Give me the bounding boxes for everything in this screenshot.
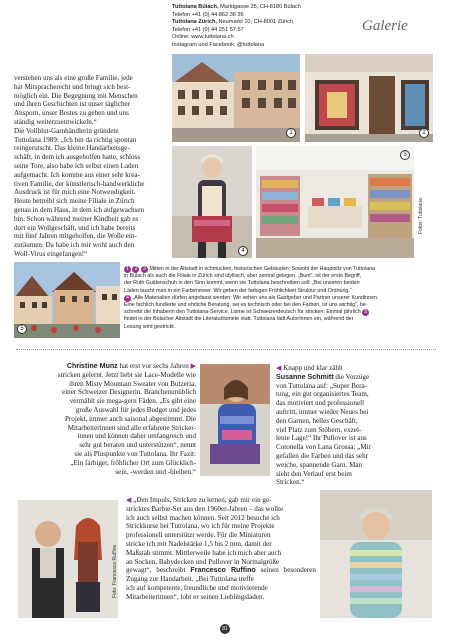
photo-credit-tuttolana: Fotos: Tuttolana [418,198,424,234]
munz-text [28,362,196,476]
caption-line: findet in der Bülacher Altstadt die Literaturlismete statt. Tuttolana lädt AutorInnen ein, während der [124,316,354,323]
bulach-phone: Telefon +41 (0) 44 862 36 36 [172,11,244,18]
text-line: an Socken, Babydecken und Pullover in Normalgröße [126,557,280,566]
triangle-right-icon: ▶ [190,362,196,370]
text-line: verstehen uns als eine große Familie, jede [14,74,133,82]
text-line: tiven Familie, der künstlerisch-handwerkliche [14,179,145,188]
munz-name: Christine Munz [66,362,118,370]
text-line: dort ein Wollgeschäft, und ich habe bereits [14,223,136,232]
caption-num-5: 5 [362,309,369,316]
text-line: Knapp und klar zählt [283,364,343,372]
social-handle: Instagram und Facebook: @tuttolana [172,41,265,48]
online-link[interactable]: Online: www.tuttolana.ch [172,34,234,41]
text-line: ihren Misty Mountain Sweater von Butzeria, [69,379,196,388]
text-line: einer Schweizer Designerin. Branchenunüblich [62,388,196,397]
text-line: aufgemacht. Ich komme aus einer sehr krea- [14,170,140,179]
text-line: auftritt, immer wieder Neues bei [276,407,369,416]
text-line: mit fünf Jahren mitgeholfen, die Wolle ein- [14,232,137,241]
text-line: professionell unterstützt werde. Für die Miniaturen [126,531,271,540]
text-line: Mitarbeiterinnen sind alle erfahrene Stricker- [67,423,196,432]
text-line: sieht den Verlauf erst beim [276,469,352,478]
text-line: gefallen die Farben und das sehr [276,451,368,460]
text-line: hat Mitspracherecht und bringt sich best- [14,82,131,91]
zurich-name: Tuttolana Zürich, [172,19,217,26]
text-line: genau in dem Haus, in dem ich aufgewachsen [14,205,145,214]
text-line: „Ein farbiger, fröhlicher Ort zum Glücklich- [70,458,196,467]
text-line: viel Platz zum Stöbern, exzel- [276,425,362,434]
text-line: von Tuttolana auf: „Super Bera- [276,381,368,390]
left-column-text [14,74,164,259]
text-line: möglich ein. Die Begegnung mit Menschen [14,91,138,100]
text-line: die Vorzüge [333,372,370,381]
caption-line: „Alle Materialien dürfen angefasst werden: Wir sehen uns als Gastgeber und Partner unserer Kundinnen. [132,294,379,301]
text-line: innen und können daher umfangreich und [77,432,196,441]
zurich-phone: Telefon +41 (0) 44 251 57 57 [172,26,244,33]
photo-susanne-schmitt [320,490,432,618]
photo-badge-1: 1 [286,128,296,138]
zurich-address: Neumarkt 10, CH-8001 Zürich [216,19,294,26]
section-divider [16,349,436,350]
text-line: weiche, spannende Garn. Man [276,460,363,469]
text-line: den Garnen, helles Geschäft, [276,416,358,425]
text-line: tung, ein gut organisiertes Team, [276,390,369,399]
schmitt-text [276,364,386,487]
text-line: sein, -werden und -bleiben.“ [115,467,196,476]
text-line: zuräumen. Da habe ich mir wohl auch den [14,241,135,250]
section-title: Galerie [362,18,408,34]
photo-literaturlismete [14,262,120,338]
caption-line: schreibt die Inhaberin den Tuttolana-Service. Lisme ist Schweizerdeutsch für stricken: Einmal jährlich [124,309,361,316]
caption-line: Lesung wird gestrickt. [124,323,176,330]
text-line: Tuttolana 1989: „Ich bin da richtig spontan [14,135,137,144]
text-line: Stricken.“ [276,478,305,487]
text-line: Ansporn, unser Bestes zu geben und uns [14,109,129,118]
text-line: lente Lage!“ Ihr Pullover ist aus [276,434,367,443]
triangle-left-icon: ◀ [126,496,132,504]
photo-badge-4: 4 [238,246,248,256]
text-line: sie als Pluspunkte von Tuttolana. Ihr Fazit: [74,449,196,458]
photo-badge-5: 5 [17,324,27,334]
text-line: und ihren Geschichten ist unser täglicher [14,100,131,109]
text-line: Strickkurse bei Tuttolana, wo ich für meine Projekte [126,522,275,531]
photo-francesco-ruffino [18,500,118,618]
text-line: reingerutscht. Das kleine Handarbeitsge- [14,144,130,153]
photo-badge-2: 2 [419,128,429,138]
text-line: seine Tore, also habe ich selbst einen Laden [14,161,139,170]
caption-num-4: 4 [124,295,131,302]
text-line: Cotonella von Lana Grossa: „Mir [276,443,371,452]
gallery-caption [124,266,438,331]
text-line: ständig weiterzuentwickeln.“ [14,117,97,126]
caption-line: der Ruth Guldenschuh in den Sinn kommt, wenn sie Tuttolana beschreiben soll: „Bei unseren beiden [124,280,360,287]
bulach-address: Marktgasse 25, CH-8180 Bülach [218,4,301,10]
text-line: Mitarbeiterinnen“, lobt er seinen Lieblingsladen. [126,592,265,601]
caption-num-1: 1 [124,266,131,273]
text-line: bin. Schon während meiner Kindheit gab es [14,214,139,223]
text-line: sehr gut beraten und unterstützen“, nennt [79,441,196,450]
caption-num-2: 2 [132,266,139,273]
photo-zurich-shopfront [305,54,433,142]
bulach-name: Tuttolana Bülach, [172,4,219,10]
photo-credit-ruffino: Foto: Francesco Ruffino [112,544,118,598]
text-line: Maßstab stimmt. Mittlerweile habe ich mich aber auch [126,548,282,557]
caption-line: Mitten in der Altstadt in schmucken, historischen Gebäuden: Sowohl der Hauptsitz von Tuttolana [149,266,375,272]
page-number: 81 [220,624,230,634]
photo-shop-interior [256,146,414,258]
photo-badge-3: 3 [400,150,410,160]
ruffino-name: Francesco Ruffino [190,566,256,575]
photo-bulach-street [172,54,300,142]
caption-line: in Bülach als auch die Filiale in Zürich sind idyllisch, aber zentral gelegen. „Bunt“, ist der erste Begriff, [124,273,362,280]
photo-owner-portrait [172,146,252,258]
text-line: Woll-Virus eingefangen!“ [14,249,88,258]
text-line: Ausdruck ist für mich eine Notwendigkeit. [14,188,136,197]
text-line: das motiviert und professionell [276,399,365,408]
schmitt-name: Susanne Schmitt [276,372,334,381]
caption-num-3: 3 [141,266,148,273]
text-line: stricke ich mit Nadelstärke 1,5 bis 2 mm, damit der [126,539,272,548]
text-line: hat erst vor sechs Jahren [117,362,189,370]
text-line: seinen besonderen Zugang zur Handarbeit. „Bei Tuttolana treffe [126,566,316,584]
caption-line: Eine fachlich fundierte und ehrliche Beratung, sei es technisch oder bei den Farben, ist uns wichtig“, be- [124,302,368,309]
text-line: vermählt sie mega-gern Fäden. „Es gibt eine [69,397,196,406]
text-line: Heute betreibt sich meine Filiale in Zürich [14,197,135,206]
text-line: große Auswahl für jedes Budget und jedes [75,405,196,414]
photo-christine-munz [200,364,270,476]
triangle-left-icon: ◀ [276,364,282,372]
caption-line: Läden taucht man in ein Farbenmeer. Wir geben der farbigen Fröhlichkeit Struktur und Ordnung.“ [124,287,352,294]
text-line: Die Vollblut-Garnhändlerin gründete [14,126,119,135]
text-line: stricktes Barbie-Set aus den 1960er-Jahren – das wollte [126,504,284,513]
contact-block [172,4,362,50]
text-line: ich auch selbst machen können. Seit 2012 besuche ich [126,513,280,522]
text-line: schäft, in dem ich ausgeholfen hatte, schloss [14,153,141,162]
text-line: stricken gelernt. Jetzt liebt sie Lace-Modelle wie [57,370,196,379]
ruffino-text [126,496,316,602]
text-line: „Den Impuls, Stricken zu lernen, gab mir ein ge- [133,496,272,504]
text-line: ich auf kompetente, freundliche und motivierende [126,583,268,592]
text-line: gewagt“, beschreibt [126,566,186,575]
text-line: Projekt, immer auch saisonal abgestimmt. Die [64,414,196,423]
